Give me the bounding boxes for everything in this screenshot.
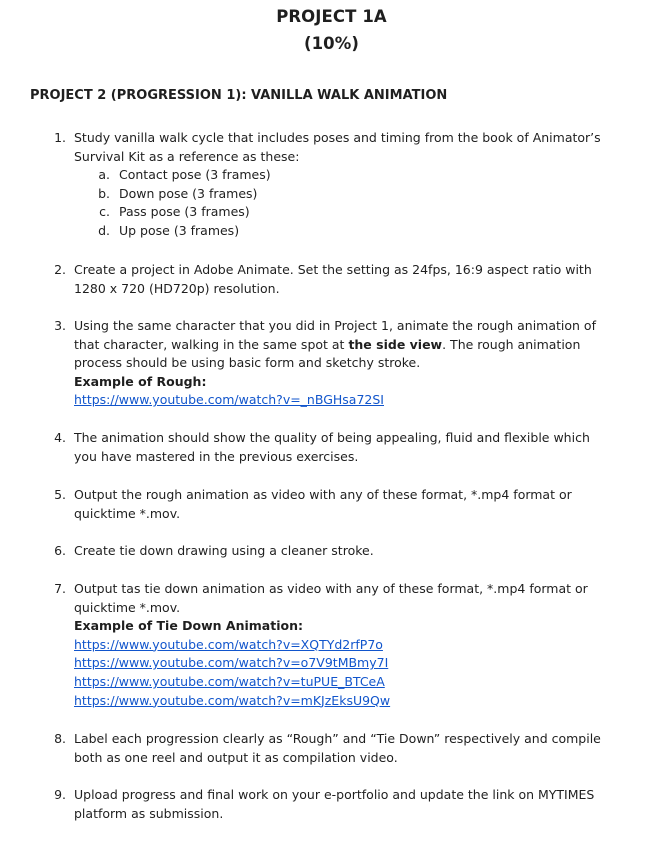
item-number: 2. [54,262,66,277]
example-link[interactable]: https://www.youtube.com/watch?v=mKJzEksU9Qw [74,692,391,708]
example-label: Example of Rough: [74,373,207,389]
item-text: Label each progression clearly as “Rough” and “Tie Down” respectively and compile both as one reel and output it as compilation video. [74,731,601,765]
item-number: 3. [54,318,66,333]
sub-item-a: a. Contact pose (3 frames) [98,167,271,183]
item-text: Output the rough animation as video with any of these format, *.mp4 format or quicktime *.mov. [74,487,572,521]
item-text: Create tie down drawing using a cleaner stroke. [74,543,374,558]
example-link[interactable]: https://www.youtube.com/watch?v=o7V9tMBmy7I [74,655,389,671]
item-text: Create a project in Adobe Animate. Set the setting as 24fps, 16:9 aspect ratio with 1280 x 720 (HD720p) resolution. [74,262,592,296]
item-number: 9. [54,787,66,802]
item-number: 4. [54,430,66,445]
item-number: 6. [54,543,66,558]
item-text: Using the same character that you did in Project 1, animate the rough animation of that character, walking in the same spot at the side view. The rough animation process should be using basic form and sketchy stroke. [74,318,596,371]
page-weight: (10%) [303,34,360,53]
item-text: The animation should show the quality of being appealing, fluid and flexible which you have mastered in the previous exercises. [74,430,590,464]
sub-item-b: b. Down pose (3 frames) [98,185,258,201]
example-link[interactable]: https://www.youtube.com/watch?v=tuPUE_BTCeA [74,673,385,689]
example-label: Example of Tie Down Animation: [74,618,303,634]
item-text: Study vanilla walk cycle that includes poses and timing from the book of Animator’s Survival Kit as a reference as these: [74,130,601,164]
item-text: Output tas tie down animation as video with any of these format, *.mp4 format or quicktime *.mov. [74,581,588,615]
emphasis-text: the side view [348,336,443,352]
item-number: 1. [54,130,66,145]
page-title: PROJECT 1A [276,7,387,26]
item-number: 7. [54,581,66,596]
example-link[interactable]: https://www.youtube.com/watch?v=XQTYd2rfP7o [74,636,383,652]
sub-item-c: c. Pass pose (3 frames) [99,204,250,220]
item-number: 8. [54,731,66,746]
item-text: Upload progress and final work on your e-portfolio and update the link on MYTIMES platform as submission. [74,787,595,821]
sub-item-d: d. Up pose (3 frames) [98,222,240,238]
section-title: PROJECT 2 (PROGRESSION 1): VANILLA WALK ANIMATION [30,88,448,103]
example-link[interactable]: https://www.youtube.com/watch?v=_nBGHsa72SI [74,392,384,408]
item-number: 5. [54,487,66,502]
